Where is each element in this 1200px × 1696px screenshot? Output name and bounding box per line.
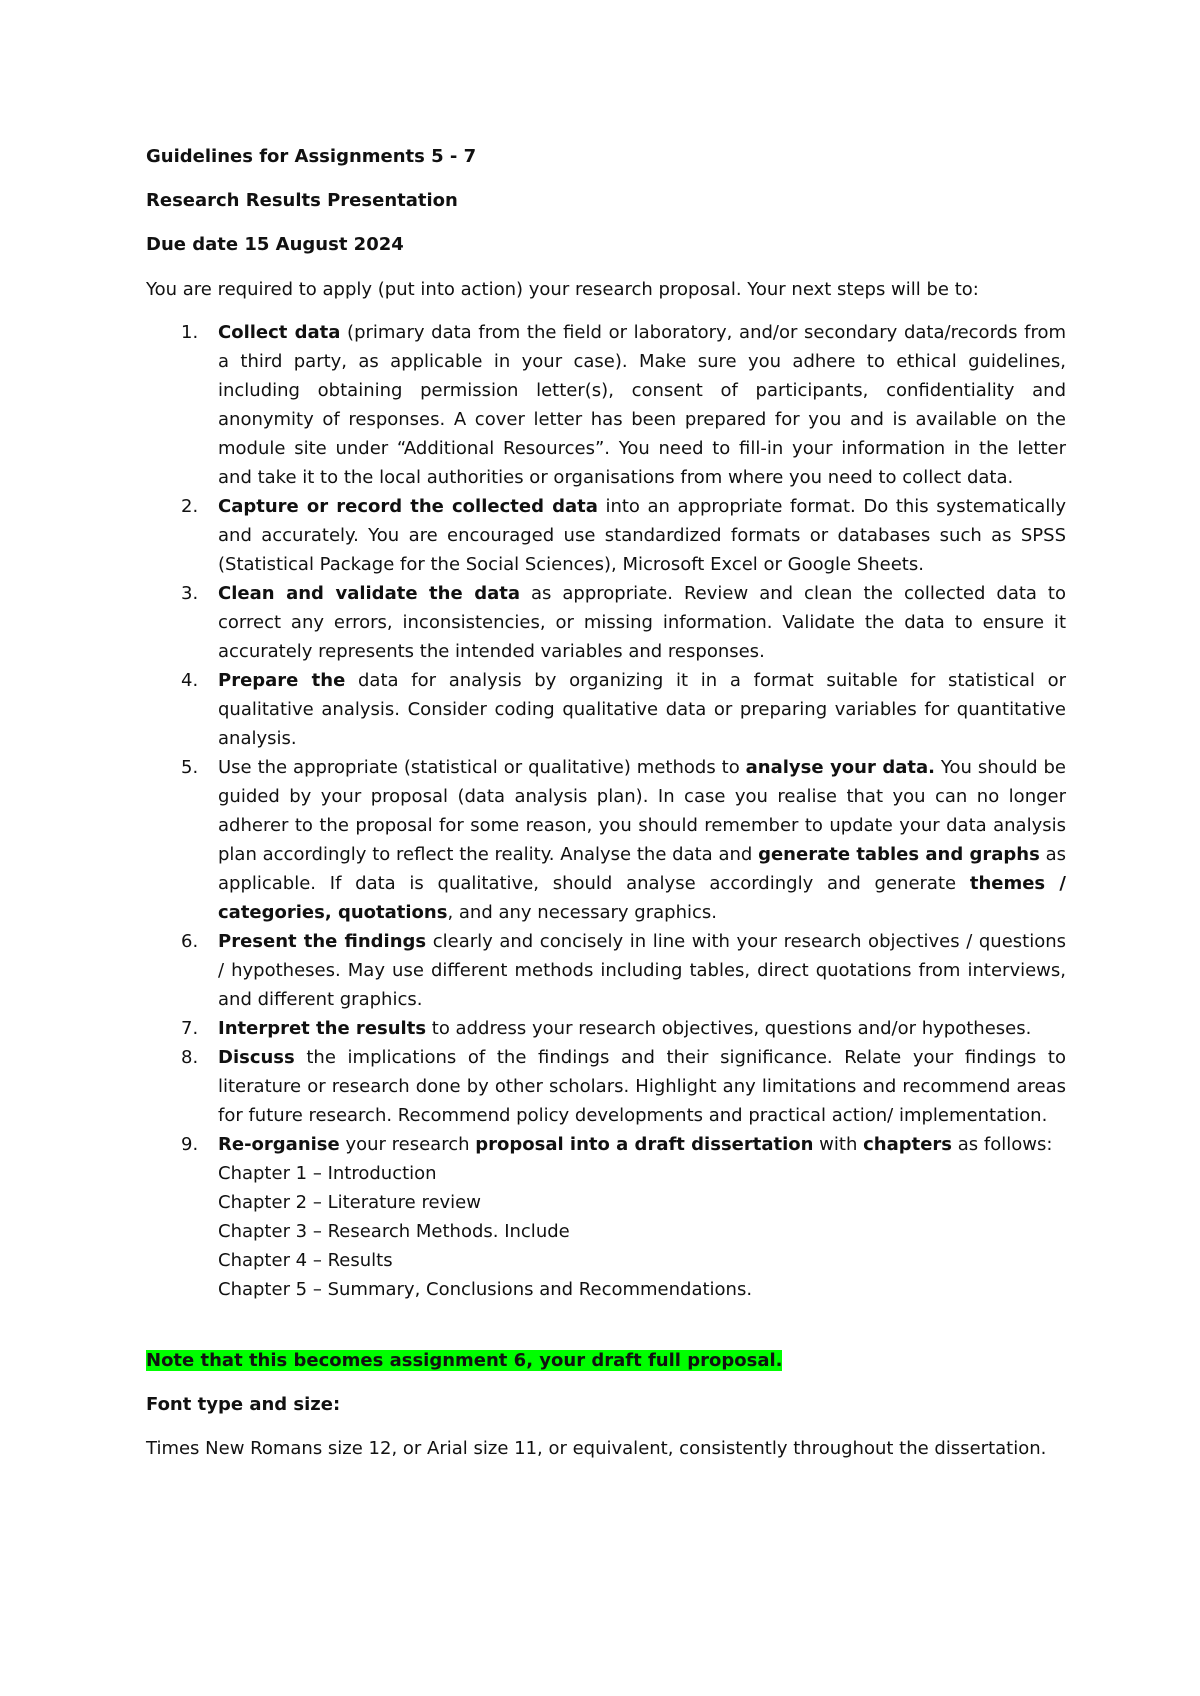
step-text: with [813,1134,864,1155]
list-item [146,1014,1066,1043]
chapter-item: Chapter 1 – Introduction [218,1163,437,1184]
list-item [146,927,1066,1014]
step-bold: Clean and validate the data [218,583,520,604]
list-number: 4. [181,670,199,691]
list-number: 8. [181,1047,199,1068]
step-bold: Re-organise [218,1134,340,1155]
list-number: 7. [181,1018,199,1039]
step-bold: proposal into a draft dissertation [475,1134,814,1155]
step-bold: Capture or record the collected data [218,496,598,517]
list-item [146,753,1066,927]
step-bold: Prepare the [218,670,346,691]
list-number: 9. [181,1134,199,1155]
list-item [146,579,1066,666]
document-subtitle: Research Results Presentation [146,190,458,211]
list-item [146,1130,1066,1304]
step-bold: Discuss [218,1047,295,1068]
step-text: (primary data from the field or laboratory, and/or secondary data/records from a third party, as applicable in your case). Make sure you adhere to ethical guidelines, including obtaining permission letter(s), consent of participants, confidentiality and anonymity of responses. A cover letter has been prepared for you and is available on the module site under “Additional Resources”. You need to fill-in your information in the letter and take it to the local authorities or organisations from where you need to collect data. [218,322,1066,488]
due-date: Due date 15 August 2024 [146,234,404,255]
chapter-item: Chapter 2 – Literature review [218,1192,481,1213]
intro-paragraph: You are required to apply (put into action) your research proposal. Your next steps will be to: [146,279,979,300]
step-text: You should be guided by your proposal (data analysis plan). In case you realise that you can no longer adherer to the proposal for some reason, you should remember to update your data analysis plan accordingly to reflect the reality. Analyse the data and [218,757,1066,865]
list-number: 3. [181,583,199,604]
step-text: clearly and concisely in line with your research objectives / questions / hypotheses. May use different methods including tables, direct quotations from interviews, and different graphics. [218,931,1067,1010]
steps-list [146,318,1066,1304]
list-number: 1. [181,322,199,343]
step-text: Use the appropriate (statistical or qualitative) methods to [218,757,746,778]
list-number: 5. [181,757,199,778]
list-item [146,492,1066,579]
step-text: as appropriate. Review and clean the collected data to correct any errors, inconsistencies, or missing information. Validate the data to ensure it accurately represents the intended variables and responses. [218,583,1066,662]
step-bold: Interpret the results [218,1018,427,1039]
chapter-list [218,1159,1066,1304]
font-heading: Font type and size: [146,1394,341,1415]
step-text: the implications of the findings and their significance. Relate your findings to literature or research done by other scholars. Highlight any limitations and recommend areas for future research. Recommend policy developments and practical action/ implementation. [218,1047,1066,1126]
step-bold: themes / categories, quotations [218,873,1066,923]
highlighted-note: Note that this becomes assignment 6, your draft full proposal. [146,1350,783,1371]
chapter-item: Chapter 3 – Research Methods. Include [218,1221,570,1242]
document-title: Guidelines for Assignments 5 - 7 [146,146,477,167]
list-item [146,1043,1066,1130]
step-text: into an appropriate format. Do this systematically and accurately. You are encouraged use standardized formats or databases such as SPSS (Statistical Package for the Social Sciences), Microsoft Excel or Google Sheets. [218,496,1066,575]
chapter-item: Chapter 4 – Results [218,1250,393,1271]
step-bold: analyse your data. [745,757,935,778]
step-bold: Present the findings [218,931,427,952]
list-number: 2. [181,496,199,517]
list-item [146,666,1066,753]
step-bold: generate tables and graphs [758,844,1040,865]
step-text: to address your research objectives, questions and/or hypotheses. [426,1018,1032,1039]
font-requirement-text: Times New Romans size 12, or Arial size 11, or equivalent, consistently throughout the dissertation. [146,1438,1047,1459]
list-item [146,318,1066,492]
document-page [146,142,1066,1463]
step-text: data for analysis by organizing it in a format suitable for statistical or qualitative analysis. Consider coding qualitative data or preparing variables for quantitative analysis. [218,670,1066,749]
list-number: 6. [181,931,199,952]
step-text: as applicable. If data is qualitative, should analyse accordingly and generate [218,844,1066,894]
note-paragraph [146,1346,1066,1375]
chapter-item: Chapter 5 – Summary, Conclusions and Recommendations. [218,1279,753,1300]
step-text: , and any necessary graphics. [447,902,717,923]
step-bold: chapters [863,1134,953,1155]
step-text: your research [339,1134,476,1155]
step-text: as follows: [952,1134,1053,1155]
step-bold: Collect data [218,322,341,343]
